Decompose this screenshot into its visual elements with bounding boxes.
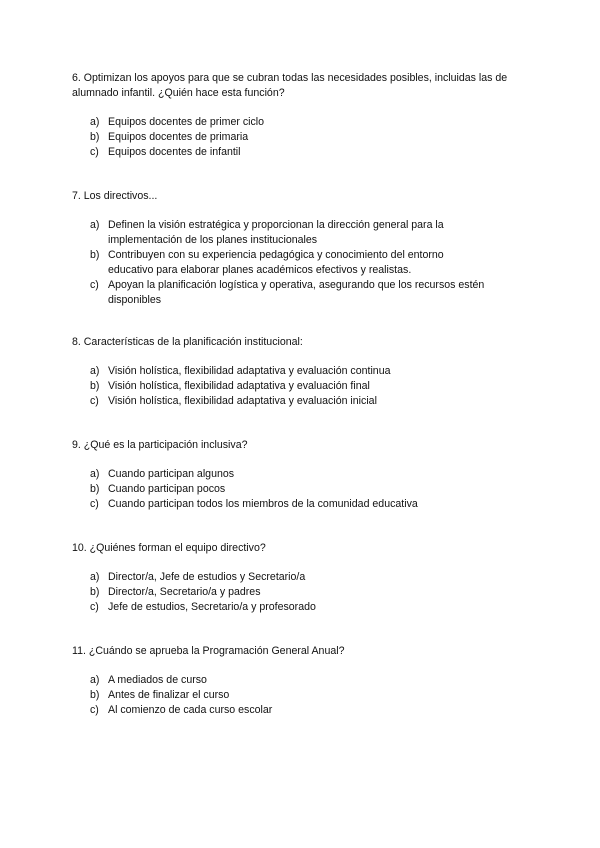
option-text: Cuando participan pocos <box>108 483 226 495</box>
option-c <box>72 703 532 718</box>
question-8 <box>72 335 532 409</box>
option-letter: c) <box>90 279 99 291</box>
option-letter: b) <box>90 249 100 261</box>
option-c <box>72 145 532 160</box>
option-text: Definen la visión estratégica y proporcionan la dirección general para la implementación de los planes institucionales <box>108 219 444 246</box>
option-c <box>72 394 532 409</box>
options-list <box>72 218 532 308</box>
option-letter: a) <box>90 116 100 128</box>
option-b <box>72 379 532 394</box>
option-letter: c) <box>90 601 99 613</box>
option-c <box>72 600 532 615</box>
option-b <box>72 585 532 600</box>
option-letter: c) <box>90 704 99 716</box>
option-text: Equipos docentes de infantil <box>108 146 241 158</box>
option-text: Director/a, Secretario/a y padres <box>108 586 261 598</box>
question-text: 7. Los directivos... <box>72 190 158 202</box>
question-9 <box>72 438 532 512</box>
options-list <box>72 467 532 512</box>
options-list <box>72 364 532 409</box>
option-a <box>72 115 532 130</box>
option-b <box>72 248 532 278</box>
option-letter: b) <box>90 689 100 701</box>
option-letter: c) <box>90 498 99 510</box>
option-a <box>72 570 532 585</box>
option-a <box>72 364 532 379</box>
question-text: 8. Características de la planificación institucional: <box>72 336 303 348</box>
question-text: 6. Optimizan los apoyos para que se cubran todas las necesidades posibles, incluidas las de alumnado infantil. ¿Quién hace esta función? <box>72 72 508 99</box>
option-text: Equipos docentes de primaria <box>108 131 249 143</box>
question-text: 9. ¿Qué es la participación inclusiva? <box>72 439 248 451</box>
question-7 <box>72 189 532 308</box>
option-text: Apoyan la planificación logística y operativa, asegurando que los recursos estén disponibles <box>108 279 485 306</box>
option-text: Visión holística, flexibilidad adaptativa y evaluación continua <box>108 365 391 377</box>
option-letter: b) <box>90 380 100 392</box>
option-letter: a) <box>90 571 100 583</box>
question-6 <box>72 71 532 160</box>
option-letter: a) <box>90 468 100 480</box>
option-letter: a) <box>90 674 100 686</box>
option-text: Cuando participan algunos <box>108 468 235 480</box>
option-letter: a) <box>90 219 100 231</box>
option-letter: c) <box>90 146 99 158</box>
option-letter: a) <box>90 365 100 377</box>
option-text: Director/a, Jefe de estudios y Secretario/a <box>108 571 306 583</box>
option-a <box>72 218 532 248</box>
option-b <box>72 688 532 703</box>
option-text: Al comienzo de cada curso escolar <box>108 704 273 716</box>
options-list <box>72 673 532 718</box>
option-text: Visión holística, flexibilidad adaptativa y evaluación inicial <box>108 395 377 407</box>
option-c <box>72 497 532 512</box>
option-b <box>72 130 532 145</box>
question-10 <box>72 541 532 615</box>
option-text: Contribuyen con su experiencia pedagógica y conocimiento del entorno educativo para elaborar planes académicos efectivos y realistas. <box>108 249 444 276</box>
question-text: 11. ¿Cuándo se aprueba la Programación General Anual? <box>72 645 345 657</box>
options-list <box>72 115 532 160</box>
option-text: Equipos docentes de primer ciclo <box>108 116 265 128</box>
option-text: Cuando participan todos los miembros de la comunidad educativa <box>108 498 418 510</box>
option-letter: b) <box>90 586 100 598</box>
option-b <box>72 482 532 497</box>
option-a <box>72 673 532 688</box>
option-letter: c) <box>90 395 99 407</box>
option-c <box>72 278 532 308</box>
question-text: 10. ¿Quiénes forman el equipo directivo? <box>72 542 266 554</box>
option-letter: b) <box>90 131 100 143</box>
option-a <box>72 467 532 482</box>
option-text: Jefe de estudios, Secretario/a y profesorado <box>108 601 316 613</box>
option-letter: b) <box>90 483 100 495</box>
option-text: Visión holística, flexibilidad adaptativa y evaluación final <box>108 380 370 392</box>
option-text: Antes de finalizar el curso <box>108 689 230 701</box>
option-text: A mediados de curso <box>108 674 207 686</box>
options-list <box>72 570 532 615</box>
question-11 <box>72 644 532 718</box>
